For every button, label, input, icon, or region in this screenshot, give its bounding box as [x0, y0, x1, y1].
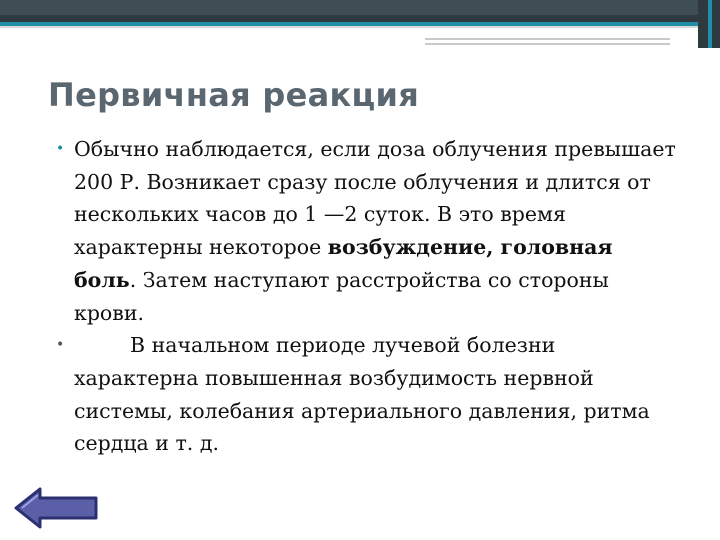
bullet-item — [50, 329, 680, 460]
top-accent-stripe — [0, 22, 720, 28]
arrow-left-icon[interactable] — [13, 486, 99, 530]
bullet-emphasis: возбуждение, головная боль — [74, 235, 613, 292]
slide-title: Первичная реакция — [48, 76, 420, 114]
bullet-item — [50, 133, 680, 329]
corner-marker — [698, 0, 720, 48]
bullet-marker: • — [56, 141, 65, 157]
bullet-marker: • — [56, 337, 65, 354]
bullet-text-tail: . Затем наступают расстройства со стороны крови. — [74, 267, 609, 325]
bullet-text: Обычно наблюдается, если доза облучения превышает 200 Р. Возникает сразу после облучения и длится от нескольких часов до 1 —2 суток. В это время характерны некоторое — [74, 137, 676, 260]
bullet-list — [50, 133, 680, 460]
top-banner — [0, 0, 720, 22]
decorative-lines — [425, 38, 670, 46]
bullet-text: В начальном периоде лучевой болезни характерна повышенная возбудимость нервной системы, колебания артериального давления, ритма сердца и т. д. — [74, 333, 650, 456]
